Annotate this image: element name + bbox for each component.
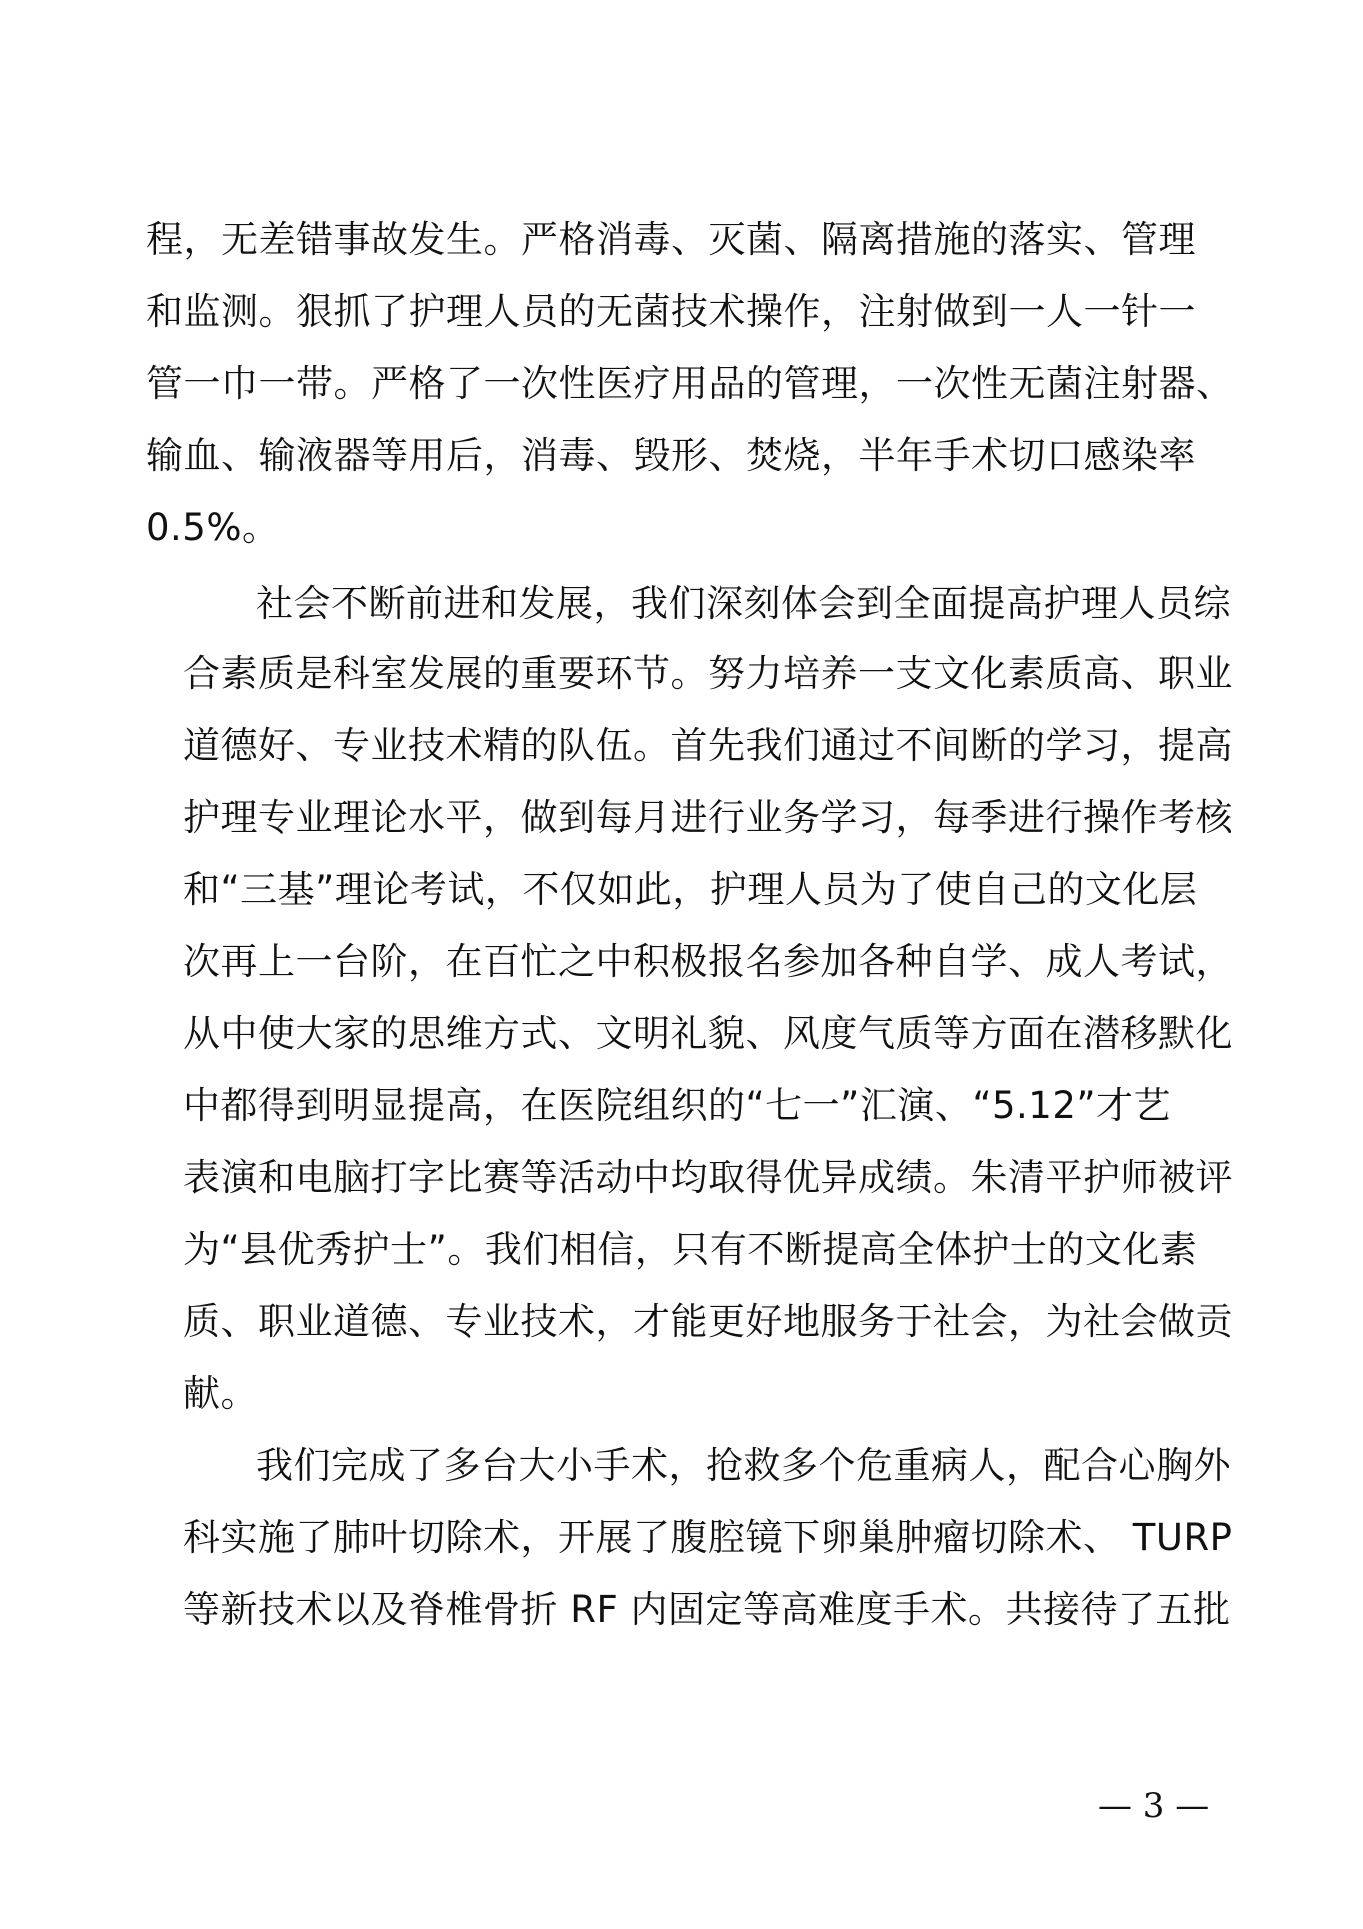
paragraph-2-line-7: 从中使大家的思维方式、文明礼貌、风度气质等方面在潜移默化 (183, 1012, 1233, 1055)
paragraph-2-line-2: 合素质是科室发展的重要环节。努力培养一支文化素质高、职业 (183, 652, 1233, 695)
paragraph-2-line-4: 护理专业理论水平，做到每月进行业务学习，每季进行操作考核 (183, 796, 1233, 839)
paragraph-1-line-2: 和监测。狠抓了护理人员的无菌技术操作，注射做到一人一针一 (146, 290, 1196, 333)
paragraph-1-line-4: 输血、输液器等用后，消毒、毁形、焚烧，半年手术切口感染率 (146, 434, 1196, 477)
paragraph-1-line-5: 0.5%。 (146, 506, 280, 549)
paragraph-3-line-3: 等新技术以及脊椎骨折 RF 内固定等高难度手术。共接待了五批 (183, 1588, 1231, 1631)
paragraph-3-line-1: 我们完成了多台大小手术，抢救多个危重病人，配合心胸外 (256, 1444, 1231, 1487)
paragraph-3-line-2: 科实施了肺叶切除术，开展了腹腔镜下卵巢肿瘤切除术、 TURP (183, 1516, 1233, 1559)
paragraph-1-line-1: 程，无差错事故发生。严格消毒、灭菌、隔离措施的落实、管理 (146, 218, 1196, 261)
paragraph-2-line-12: 献。 (183, 1372, 258, 1415)
paragraph-2-line-11: 质、职业道德、专业技术，才能更好地服务于社会，为社会做贡 (183, 1300, 1233, 1343)
paragraph-2-line-8: 中都得到明显提高，在医院组织的“七一”汇演、“5.12”才艺 (183, 1084, 1172, 1127)
paragraph-2-line-10: 为“县优秀护士”。我们相信，只有不断提高全体护士的文化素 (183, 1228, 1198, 1271)
paragraph-1-line-3: 管一巾一带。严格了一次性医疗用品的管理，一次性无菌注射器、 (146, 362, 1234, 405)
paragraph-2-line-3: 道德好、专业技术精的队伍。首先我们通过不间断的学习，提高 (183, 724, 1233, 767)
paragraph-2-line-6: 次再上一台阶，在百忙之中积极报名参加各种自学、成人考试， (183, 940, 1233, 983)
paragraph-2-line-5: 和“三基”理论考试，不仅如此，护理人员为了使自己的文化层 (183, 868, 1198, 911)
paragraph-2-line-9: 表演和电脑打字比赛等活动中均取得优异成绩。朱清平护师被评 (183, 1156, 1233, 1199)
paragraph-2-line-1: 社会不断前进和发展，我们深刻体会到全面提高护理人员综 (256, 582, 1231, 625)
page-number: — 3 — (1098, 1786, 1210, 1826)
